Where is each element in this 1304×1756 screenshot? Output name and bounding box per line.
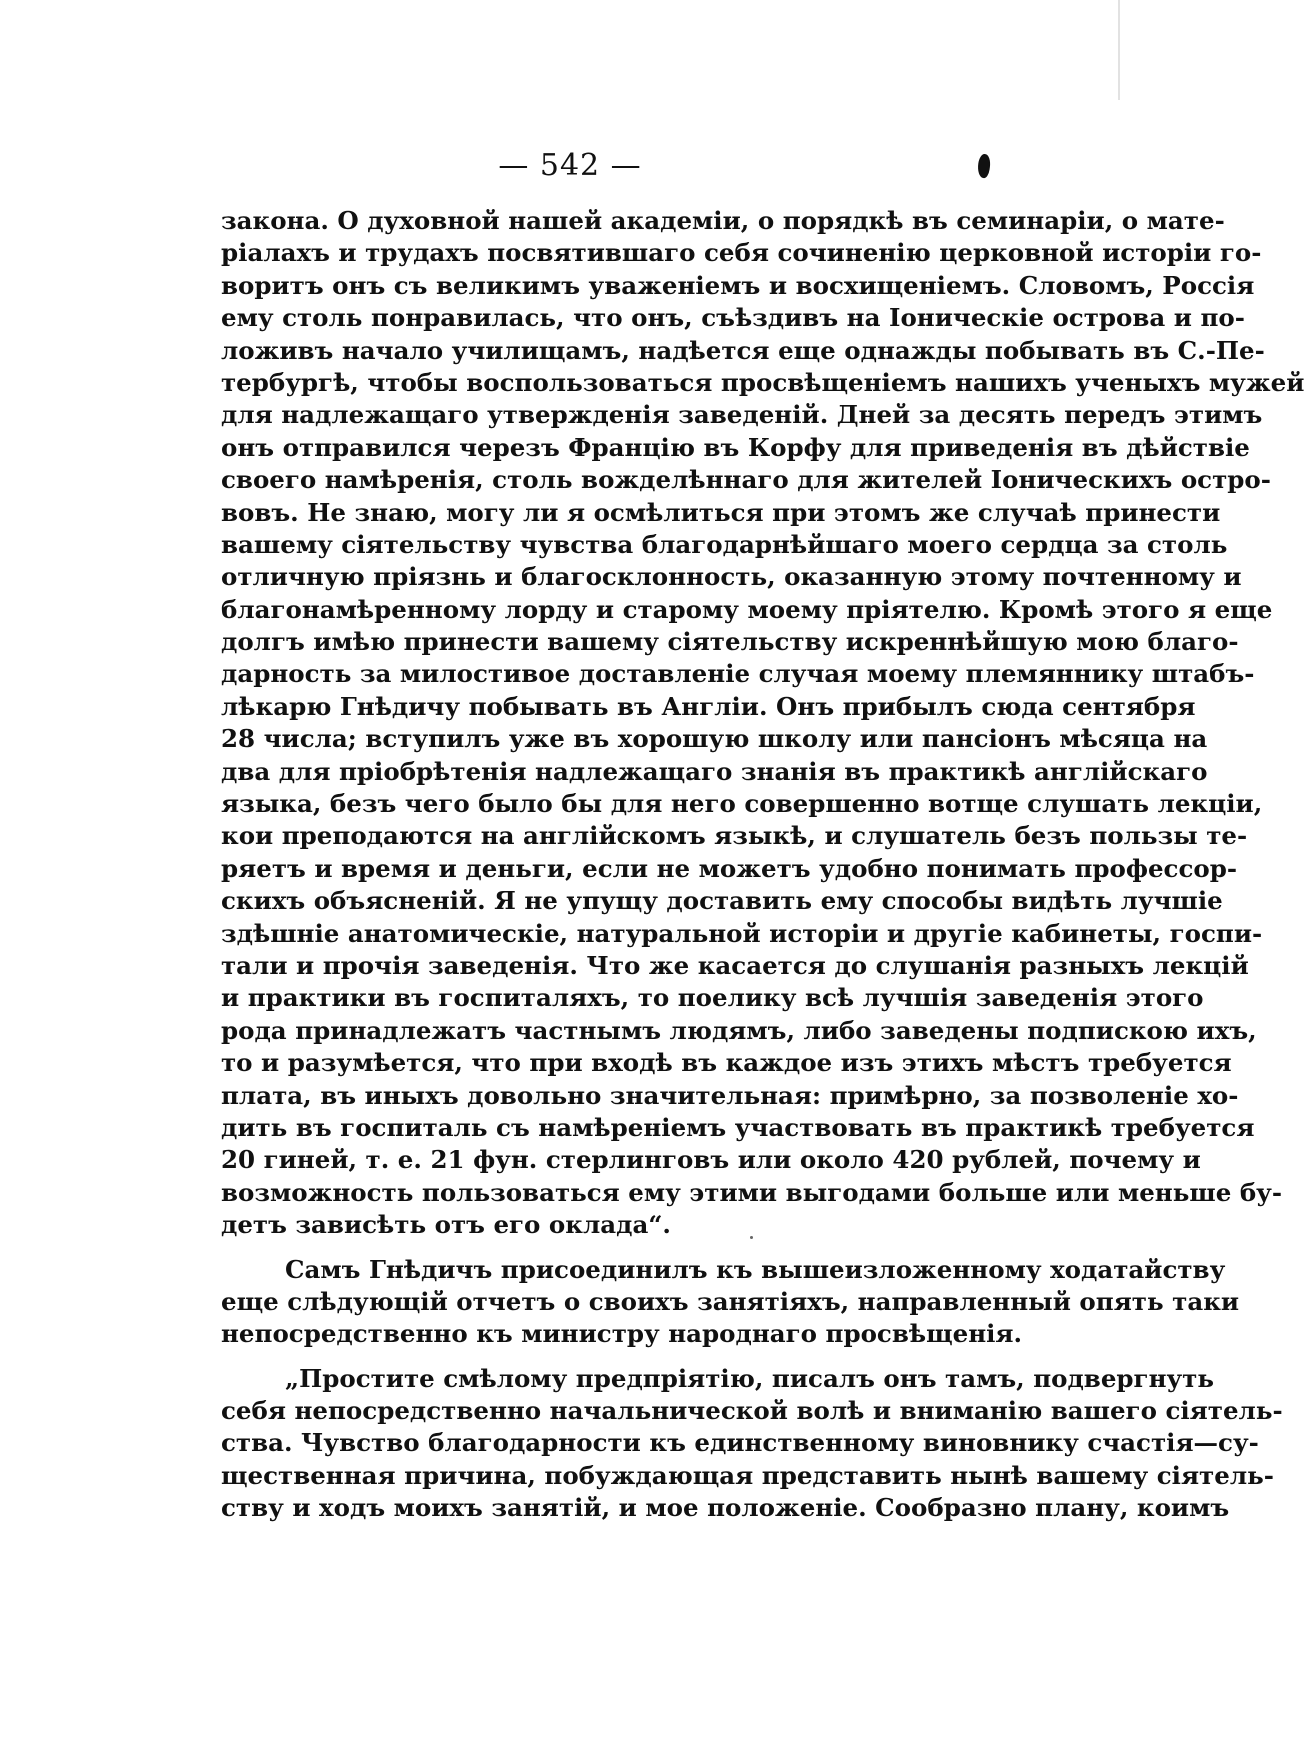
text-line: детъ зависѣть отъ его оклада“. — [221, 1210, 671, 1240]
text-line: дарность за милостивое доставленіе случая моему племяннику штабъ- — [221, 659, 1255, 689]
text-line: щественная причина, побуждающая представить нынѣ вашему сіятель- — [221, 1460, 1274, 1490]
paragraph — [221, 205, 1304, 1242]
text-line: благонамѣренному лорду и старому моему пріятелю. Кромѣ этого я еще — [221, 594, 1273, 624]
text-line: ріалахъ и трудахъ посвятившаго себя сочиненію церковной исторіи го- — [221, 238, 1262, 268]
paragraph — [221, 1254, 1240, 1351]
text-line: ства. Чувство благодарности къ единственному виновнику счастія—су- — [221, 1428, 1259, 1458]
page-edge-line — [1118, 0, 1120, 100]
text-line: плата, въ иныхъ довольно значительная: примѣрно, за позволеніе хо- — [221, 1080, 1239, 1110]
page-number: — 542 — — [498, 148, 642, 183]
text-line: вашему сіятельству чувства благодарнѣйшаго моего сердца за столь — [221, 529, 1228, 559]
text-line: закона. О духовной нашей академіи, о порядкѣ въ семинаріи, о мате- — [221, 206, 1225, 235]
text-line: и практики въ госпиталяхъ, то поелику всѣ лучшія заведенія этого — [221, 983, 1204, 1013]
text-line: долгъ имѣю принести вашему сіятельству искреннѣйшую мою благо- — [221, 627, 1239, 657]
text-line: ложивъ начало училищамъ, надѣется еще однажды побывать въ С.-Пе- — [221, 335, 1265, 365]
text-line: для надлежащаго утвержденія заведеній. Дней за десять передъ этимъ — [221, 400, 1263, 430]
text-line: непосредственно къ министру народнаго просвѣщенія. — [221, 1319, 1023, 1349]
text-line: еще слѣдующій отчетъ о своихъ занятіяхъ, направленный опять таки — [221, 1286, 1240, 1316]
paragraph — [221, 1363, 1283, 1525]
text-line: дить въ госпиталь съ намѣреніемъ участвовать въ практикѣ требуется — [221, 1112, 1255, 1142]
text-line: себя непосредственно начальнической волѣ и вниманію вашего сіятель- — [221, 1396, 1283, 1426]
text-line: Самъ Гнѣдичъ присоединилъ къ вышеизложенному ходатайству — [285, 1254, 1226, 1284]
text-line: скихъ объясненій. Я не упущу доставить ему способы видѣть лучшіе — [221, 886, 1223, 916]
text-line: ряетъ и время и деньги, если не можетъ удобно понимать профессор- — [221, 853, 1238, 883]
text-line: лѣкарю Гнѣдичу побывать въ Англіи. Онъ прибылъ сюда сентября — [221, 691, 1196, 721]
text-line: то и разумѣется, что при входѣ въ каждое изъ этихъ мѣстъ требуется — [221, 1048, 1232, 1078]
text-line: ству и ходъ моихъ занятій, и мое положеніе. Сообразно плану, коимъ — [221, 1493, 1230, 1523]
text-line: воритъ онъ съ великимъ уваженіемъ и восхищеніемъ. Словомъ, Россія — [221, 270, 1255, 300]
text-line: рода принадлежатъ частнымъ людямъ, либо заведены подпискою ихъ, — [221, 1015, 1257, 1045]
ink-speck — [750, 1236, 753, 1239]
text-line: тали и прочія заведенія. Что же касается до слушанія разныхъ лекцій — [221, 950, 1249, 980]
text-line: возможность пользоваться ему этими выгодами больше или меньше бу- — [221, 1177, 1283, 1207]
text-line: отличную пріязнь и благосклонность, оказанную этому почтенному и — [221, 562, 1242, 592]
text-line: здѣшніе анатомическіе, натуральной исторіи и другіе кабинеты, госпи- — [221, 918, 1263, 948]
text-line: тербургѣ, чтобы воспользоваться просвѣщеніемъ нашихъ ученыхъ мужей — [221, 367, 1304, 397]
text-line: 20 гиней, т. е. 21 фун. стерлинговъ или около 420 рублей, почему и — [221, 1145, 1201, 1175]
text-line: „Простите смѣлому предпріятію, писалъ онъ тамъ, подвергнуть — [285, 1363, 1214, 1393]
text-line: языка, безъ чего было бы для него совершенно вотще слушать лекціи, — [221, 789, 1263, 819]
text-line: 28 числа; вступилъ уже въ хорошую школу или пансіонъ мѣсяца на — [221, 724, 1208, 754]
paragraph-gap — [221, 1242, 1081, 1254]
text-line: онъ отправился черезъ Францію въ Корфу для приведенія въ дѣйствіе — [221, 432, 1250, 462]
text-line: вовъ. Не знаю, могу ли я осмѣлиться при этомъ же случаѣ принести — [221, 497, 1221, 527]
paragraph-gap — [221, 1351, 1081, 1363]
text-line: своего намѣренія, столь вожделѣннаго для жителей Іоническихъ остро- — [221, 465, 1271, 495]
text-line: два для пріобрѣтенія надлежащаго знанія въ практикѣ англійскаго — [221, 756, 1208, 786]
text-line: кои преподаются на англійскомъ языкѣ, и слушатель безъ пользы те- — [221, 821, 1248, 851]
text-line: ему столь понравилась, что онъ, съѣздивъ на Іоническіе острова и по- — [221, 303, 1245, 333]
document-body — [221, 205, 1304, 1525]
